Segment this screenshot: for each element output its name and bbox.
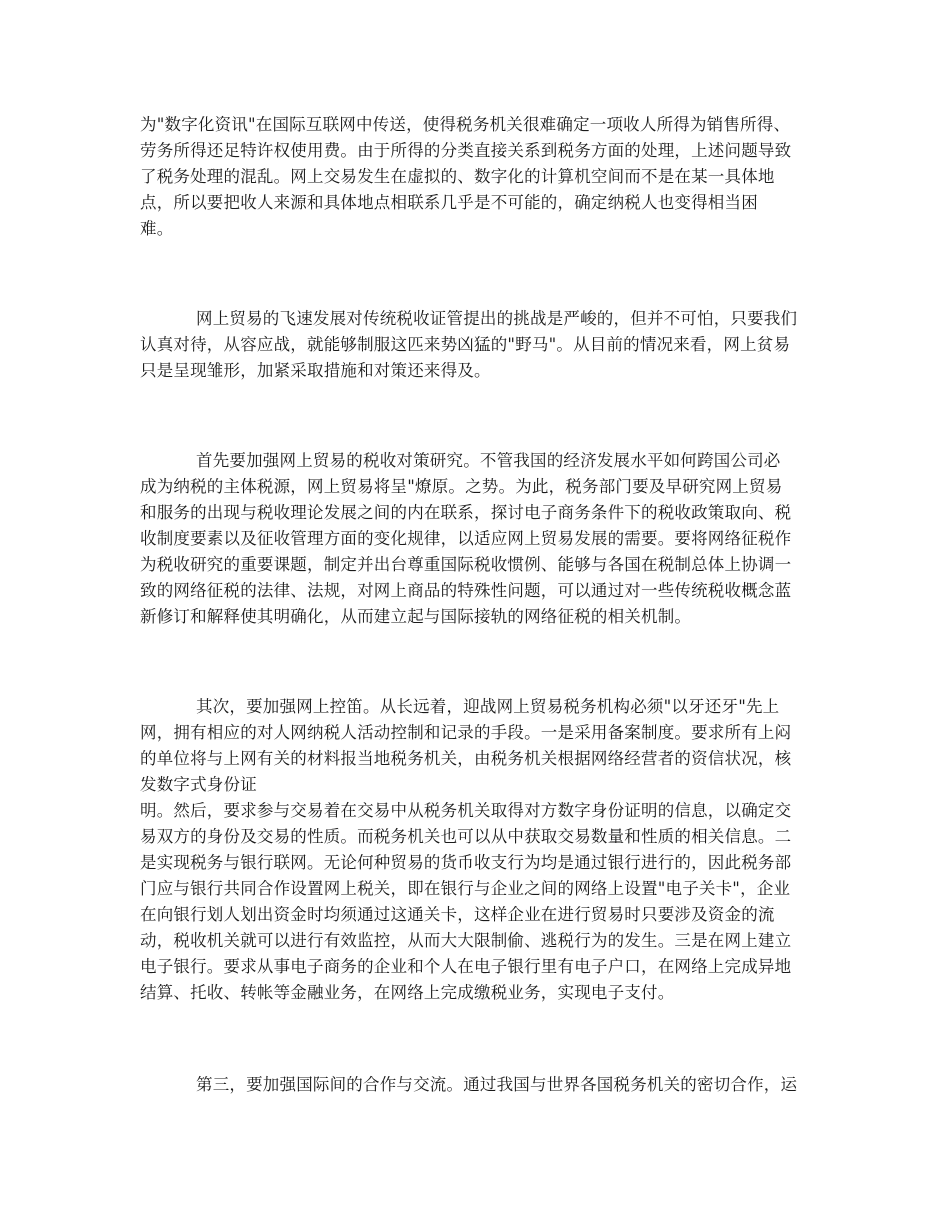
text-line: 明。然后，要求参与交易着在交易中从税务机关取得对方数字身份证明的信息，以确定交	[140, 801, 792, 820]
text-line: 首先要加强网上贸易的税收对策研究。不管我国的经济发展水平如何跨国公司必	[196, 451, 781, 470]
text-line: 致的网络征税的法律、法规，对网上商品的特殊性问题，可以通过对一些传统税收概念蓝	[140, 581, 792, 600]
text-line: 是实现税务与银行联网。无论何种贸易的货币收支行为均是通过银行进行的，因此税务部	[140, 853, 792, 872]
text-line: 结算、托收、转帐等金融业务，在网络上完成缴税业务，实现电子支付。	[140, 983, 675, 1002]
text-line: 动，税收机关就可以进行有效监控，从而大大限制偷、逃税行为的发生。三是在网上建立	[140, 931, 792, 950]
text-line: 成为纳税的主体税源，网上贸易将呈"燎原。之势。为此，税务部门要及早研究网上贸易	[140, 477, 783, 496]
text-line: 认真对待，从容应战，就能够制服这匹来势凶猛的"野马"。从目前的情况来看，网上贫易	[140, 335, 791, 354]
text-line: 网上贸易的飞速发展对传统税收证管提出的挑战是严峻的，但并不可怕，只要我们	[196, 309, 798, 328]
text-line: 电子银行。要求从事电子商务的企业和个人在电子银行里有电子户口，在网络上完成异地	[140, 957, 792, 976]
text-line: 只是呈现雏形，加紧采取措施和对策还来得及。	[140, 361, 491, 380]
text-line: 第三，要加强国际间的合作与交流。通过我国与世界各国税务机关的密切合作，运	[196, 1075, 798, 1094]
text-line: 收制度要素以及征收管理方面的变化规律，以适应网上贸易发展的需要。要将网络征税作	[140, 529, 792, 548]
text-line: 为"数字化资讯"在国际互联网中传送，使得税务机关很难确定一项收人所得为销售所得、	[140, 115, 791, 134]
text-line: 在向银行划人划出资金时均须通过这通关卡，这样企业在进行贸易时只要涉及资金的流	[140, 905, 775, 924]
text-line: 网，拥有相应的对人网纳税人活动控制和记录的手段。一是采用备案制度。要求所有上闷	[140, 723, 792, 742]
text-line: 劳务所得还足特许权使用费。由于所得的分类直接关系到税务方面的处理，上述问题导致	[140, 141, 792, 160]
text-line: 门应与银行共同合作设置网上税关，即在银行与企业之间的网络上设置"电子关卡"，企业	[140, 879, 791, 898]
text-line: 易双方的身份及交易的性质。而税务机关也可以从中获取交易数量和性质的相关信息。二	[140, 827, 792, 846]
text-line: 其次，要加强网上控笛。从长远着，迎战网上贸易税务机构必须"以牙还牙"先上	[196, 697, 780, 716]
text-line: 点，所以要把收人来源和具体地点相联系几乎是不可能的，确定纳税人也变得相当困	[140, 193, 758, 212]
text-line: 的单位将与上网有关的材料报当地税务机关，由税务机关根据网络经营者的资信状况，核	[140, 749, 792, 768]
text-line: 为税收研究的重要课题，制定并出台尊重国际税收惯例、能够与各国在税制总体上协调一	[140, 555, 792, 574]
text-line: 难。	[140, 219, 174, 238]
text-line: 和服务的出现与税收理论发展之间的内在联系，探讨电子商务条件下的税收政策取向、税	[140, 503, 792, 522]
text-line: 了税务处理的混乱。网上交易发生在虚拟的、数字化的计算机空间而不是在某一具体地	[140, 167, 775, 186]
text-line: 新修订和解释使其明确化，从而建立起与国际接轨的网络征税的相关机制。	[140, 607, 692, 626]
text-line: 发数字式身份证	[140, 775, 257, 794]
